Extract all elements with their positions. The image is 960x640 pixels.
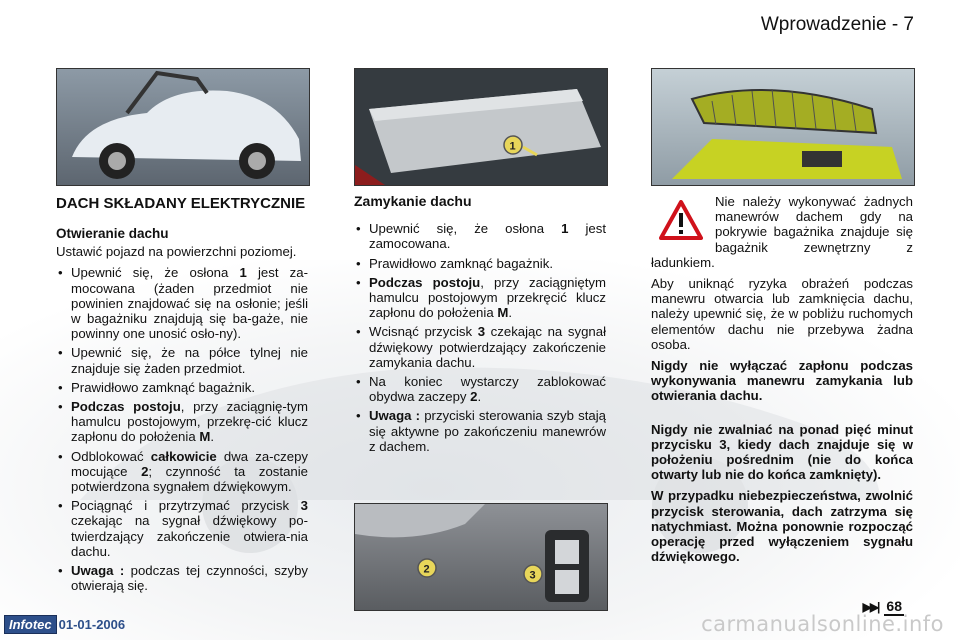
warning-bold-3: W przypadku niebezpieczeństwa, zwolnić przycisk sterowania, dach zatrzyma się natychmiast. Można ponownie rozpocząć operację przed wyłączeniem sygnału dźwiękowego. (651, 488, 913, 565)
list-item: • Na koniec wystarczy zablokować obydwa zaczepy 2. (354, 374, 606, 404)
list-item: • Upewnić się, że osłona 1 jest zamocowana. (354, 221, 606, 251)
page-number: 68 (886, 598, 902, 614)
list-item: • Upewnić się, że osłona 1 jest za-mocowana (żaden przedmiot nie powinien znajdować się na osłonie; jeśli w bagażniku znajdują się ba-gaże, nie powinny one unosić osło-ny). (56, 265, 308, 341)
list-item: • Odblokować całkowicie dwa za-czepy mocujące 2; czynność ta zostanie potwierdzona sygnałem dźwiękowym. (56, 449, 308, 495)
middle-column (354, 194, 606, 458)
footer-brand (4, 615, 125, 633)
list-item: • Prawidłowo zamknąć bagażnik. (354, 256, 606, 271)
safety-text: Aby uniknąć ryzyka obrażeń podczas manewru otwarcia lub zamknięcia dachu, należy upewnić się, że w pobliżu ruchomych elementów dachu nie przebywa żadna osoba. (651, 276, 913, 352)
fast-forward-icon[interactable]: ▶▶| (862, 600, 879, 614)
convertible-roof-photo (651, 68, 915, 186)
section-title-closing: Zamykanie dachu (354, 193, 472, 209)
callout-3-label: 3 (529, 569, 536, 582)
warning-bold-2: Nigdy nie zwalniać na ponad pięć minut przycisku 3, kiedy dach znajduje się w położeniu pośrednim (nie do końca otwarty lub nie do końca zamknięty). (651, 421, 913, 483)
warning-bold-1: Nigdy nie wyłączać zapłonu podczas wykonywania manewru zamykania lub otwierania dachu. (651, 358, 913, 404)
callout-2-label: 2 (423, 563, 430, 576)
warning-text: Nie należy wykonywać żadnych manewrów dachem gdy na pokrywie bagażnika znajduje się bagażnik zewnętrzny z ładunkiem. (651, 194, 913, 270)
left-column (56, 196, 308, 597)
infotec-logo: Infotec (4, 615, 57, 634)
edition-date: 01-01-2006 (58, 616, 126, 632)
warning-triangle-icon (659, 200, 703, 240)
list-item: • Wcisnąć przycisk 3 czekając na sygnał dźwiękowy potwierdzający zakończenie zamykania dachu. (354, 324, 606, 370)
intro-text: Ustawić pojazd na powierzchni poziomej. (56, 244, 297, 260)
subsection-title: Otwieranie dachu (56, 226, 169, 241)
list-item: • Podczas postoju, przy zaciągniętym hamulcu postojowym przekręcić klucz zapłonu do położenia M. (354, 275, 606, 321)
list-item: • Podczas postoju, przy zaciągnię-tym hamulcu postojowym, przekrę-cić klucz zapłonu do położenia M. (56, 399, 308, 445)
car-roof-photo (56, 68, 310, 186)
watermark: carmanualsonline.info (701, 612, 944, 636)
list-item: • Prawidłowo zamknąć bagażnik. (56, 380, 308, 395)
page-header: Wprowadzenie - 7 (760, 14, 914, 35)
roof-controls-photo (354, 503, 608, 611)
list-item: • Upewnić się, że na półce tylnej nie znajduje się żaden przedmiot. (56, 345, 308, 375)
list-item: • Uwaga : podczas tej czynności, szyby otwierają się. (56, 563, 308, 593)
right-column (651, 194, 913, 570)
callout-1-label: 1 (509, 140, 516, 153)
list-item: • Uwaga : przyciski sterowania szyb stają się aktywne po zakończeniu manewrów z dachem. (354, 408, 606, 454)
section-title: DACH SKŁADANY ELEKTRYCZNIE (56, 195, 306, 212)
list-item: • Pociągnąć i przytrzymać przycisk 3 czekając na sygnał dźwiękowy po-twierdzający zakończenie otwiera-nia dachu. (56, 498, 308, 559)
trunk-cover-photo (354, 68, 608, 186)
